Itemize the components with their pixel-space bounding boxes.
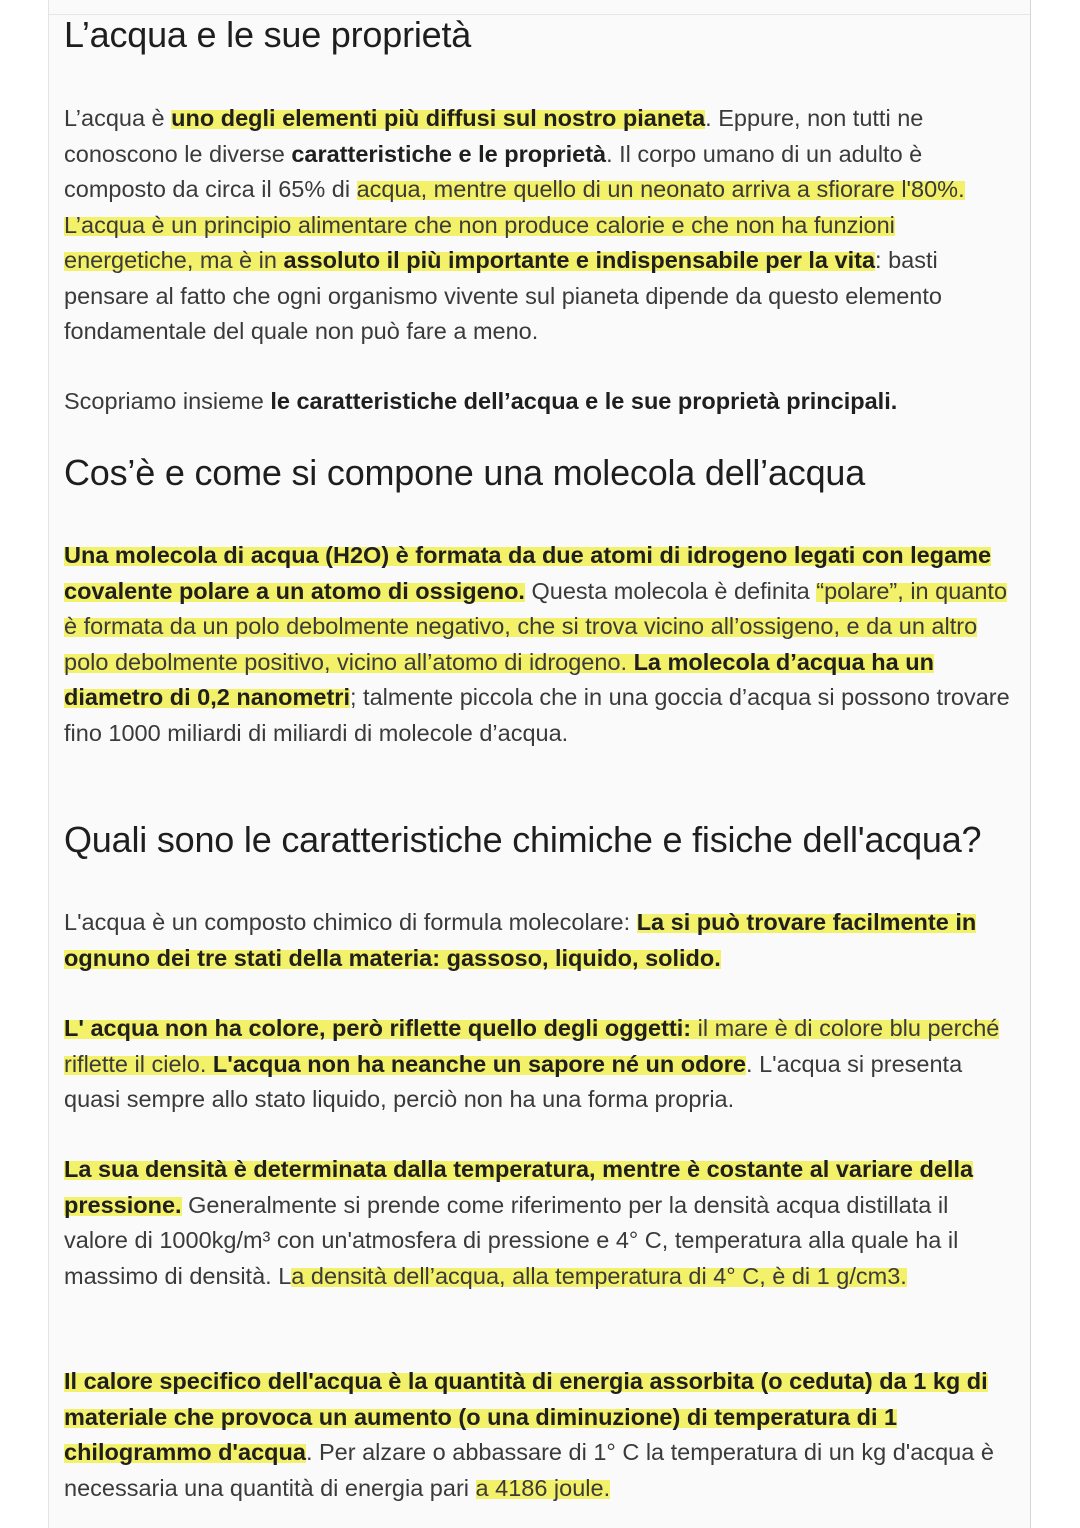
text-run: ; talmente piccola che in una goccia d’acqua si possono trovare fino 1000 miliardi di miliardi di molecole d’acqua. — [64, 684, 1010, 746]
highlighted-bold-text-run: La sua densità è determinata dalla temperatura, mentre è costante al variare della pressione. — [64, 1156, 974, 1218]
highlighted-text-run: a densità dell’acqua, alla temperatura di 4° C, è di 1 g/cm3. — [291, 1262, 907, 1289]
molecule-paragraph — [64, 538, 1014, 751]
text-run: . L'acqua si presenta quasi sempre allo stato liquido, perciò non ha una forma propria. — [64, 1050, 963, 1112]
highlighted-bold-text-run: Il calore specifico dell'acqua è la quantità di energia assorbita (o ceduta) da 1 kg di materiale che provoca un aumento (o una diminuzione) di temperatura di 1 chilogrammo d'acqua — [64, 1368, 988, 1465]
text-run: L’acqua è — [64, 105, 172, 131]
section-heading-properties: Quali sono le caratteristiche chimiche e fisiche dell'acqua? — [64, 819, 982, 860]
highlighted-bold-text-run: L' acqua non ha colore, però riflette quello degli oggetti: — [64, 1015, 692, 1041]
highlighted-bold-text-run: Una molecola di acqua (H2O) è formata da due atomi di idrogeno legati con legame covalente polare a un atomo di ossigeno. — [64, 542, 992, 604]
properties-paragraph-formula — [64, 905, 1014, 976]
highlighted-text-run: il mare è di colore blu perché riflette il cielo. — [64, 1015, 1000, 1077]
text-run: : basti pensare al fatto che ogni organismo vivente sul pianeta dipende da questo elemento fondamentale del quale non può fare a meno. — [64, 247, 942, 344]
text-run: Generalmente si prende come riferimento per la densità acqua distillata il valore di 1000kg/m³ con un'atmosfera di pressione e 4° C, temperatura alla quale ha il massimo di densità. L — [64, 1191, 959, 1289]
page-title: L’acqua e le sue proprietà — [64, 14, 472, 55]
highlighted-text-run: a 4186 joule. — [475, 1474, 611, 1501]
properties-paragraph-specific-heat — [64, 1364, 1014, 1506]
properties-paragraph-density — [64, 1152, 1014, 1294]
text-run: . Eppure, non tutti ne conoscono le diverse — [64, 105, 924, 167]
text-run: . Il corpo umano di un adulto è composto da circa il 65% di — [64, 140, 923, 202]
text-run: L'acqua è un composto chimico di formula molecolare: — [64, 909, 637, 935]
text-run: Questa molecola è definita — [524, 577, 817, 604]
text-run: . Per alzare o abbassare di 1° C la temperatura di un kg d'acqua è necessaria una quantità di energia pari — [64, 1439, 994, 1501]
highlighted-text-run: acqua, mentre quello di un neonato arriva a sfiorare l'80%. L’acqua è un principio alimentare che non produce calorie e che non ha funzioni energetiche, ma è in — [64, 176, 965, 273]
text-run: Scopriamo insieme — [64, 388, 271, 414]
highlighted-text-run: “polare”, in quanto è formata da un polo debolmente negativo, che si trova vicino all’ossigeno, e da un altro polo debolmente positivo, vicino all’atomo di idrogeno. — [64, 577, 1008, 675]
highlighted-bold-text-run: La molecola d’acqua ha un diametro di 0,2 nanometri — [64, 648, 934, 710]
section-heading-molecule: Cos’è e come si compone una molecola dell’acqua — [64, 452, 866, 493]
bold-text-run: le caratteristiche dell’acqua e le sue proprietà principali. — [270, 388, 898, 414]
intro-paragraph — [64, 101, 1014, 350]
document-page — [48, 0, 1031, 1528]
bold-text-run: caratteristiche e le proprietà — [291, 140, 607, 167]
highlighted-bold-text-run: La si può trovare facilmente in ognuno dei tre stati della materia: gassoso, liquido, solido. — [64, 909, 977, 971]
highlighted-bold-text-run: uno degli elementi più diffusi sul nostro pianeta — [171, 105, 706, 131]
intro-paragraph-2 — [64, 384, 1014, 420]
properties-paragraph-color — [64, 1011, 1014, 1118]
highlighted-bold-text-run: assoluto il più importante e indispensabile per la vita — [283, 247, 876, 273]
highlighted-bold-text-run: L'acqua non ha neanche un sapore né un odore — [212, 1050, 747, 1077]
